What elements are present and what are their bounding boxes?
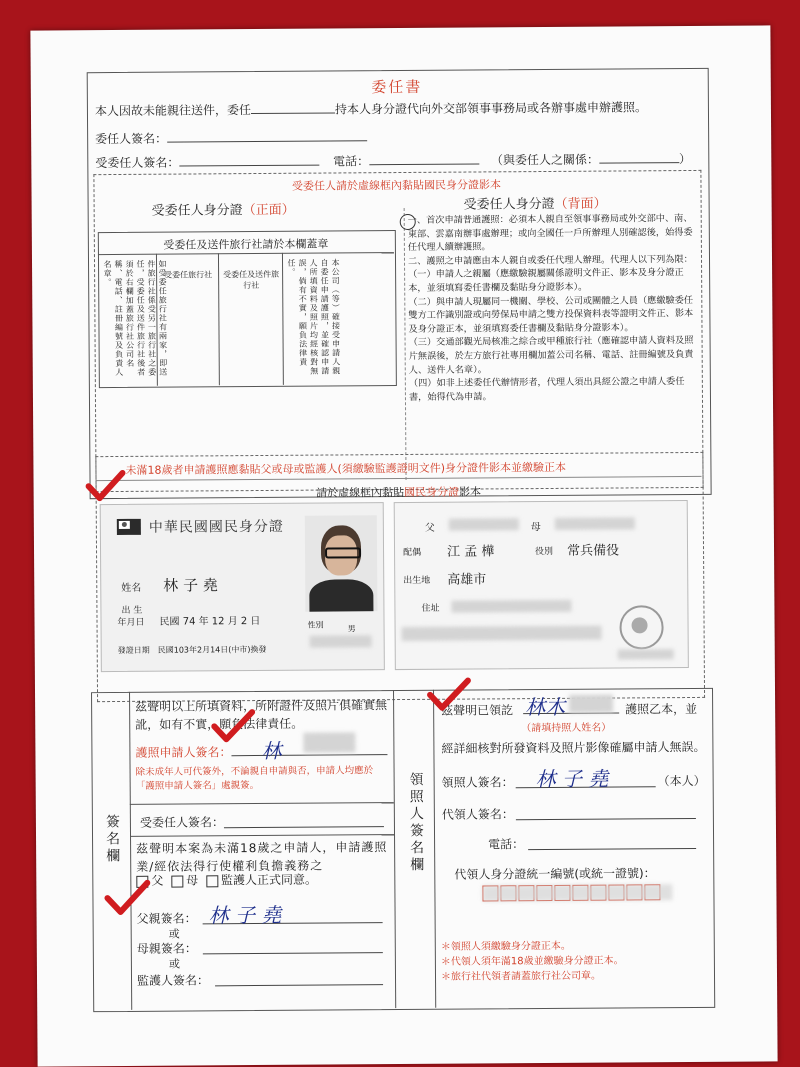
agency-stamp-slot-2[interactable] bbox=[222, 285, 281, 381]
rule-4: （二）與申請人現屬同一機關、學校、公司或團體之人員（應繳驗委任雙方工作識別證或向勞保局申請之雙方投保資料表等證明文件正、影本及身分證正本，並須填寫委任書欄及黏貼身分證影本）。 bbox=[408, 294, 694, 335]
rule-2: 二、護照之申請應由本人親自或委任代理人辦理。代理人以下列為限： bbox=[407, 253, 693, 267]
rule-5: （三）交通部觀光局核准之綜合或甲種旅行社（應確認申請人資料及照片無誤後，於左方旅行社專用欄加蓋公司名稱、電話、註冊編號及負責人、送件人名章）。 bbox=[408, 335, 694, 376]
id-card-front bbox=[100, 502, 385, 672]
mother-sign-label: 母親簽名： bbox=[136, 941, 197, 956]
delegate-name-field[interactable] bbox=[251, 112, 335, 114]
minor-notice: 未滿18歲者申請護照應黏貼父或母或監護人(須繳驗監護證明文件)身分證件影本並繳驗正本 bbox=[125, 460, 567, 477]
front-title: 受委任人身分證（正面） bbox=[151, 202, 295, 219]
father-label: 父 bbox=[424, 522, 435, 534]
redaction bbox=[310, 635, 372, 647]
guardian-options: 父 母 監護人正式同意。 bbox=[136, 871, 317, 889]
receipt-signature: 林木 bbox=[525, 694, 566, 720]
redaction bbox=[451, 600, 571, 613]
agency-note-left: 如受委任旅行社有兩家，即送件旅行社係受另一旅行社之委任，受委任及送件旅行社後者須於右欄加蓋旅行社公司名稱、電話、註冊編號及負責人名章。 bbox=[102, 259, 168, 378]
father-signature: 林 子 堯 bbox=[208, 902, 282, 928]
form-title: 委任書 bbox=[371, 77, 423, 97]
check-mark-icon bbox=[85, 470, 125, 502]
back-title: 受委任人身分證（背面） bbox=[463, 196, 607, 213]
rule-1: 一、首次申請普通護照：必須本人親自至領事事務局或外交部中、南、東部、雲嘉南辦事處辦理；或向全國任一戶所辦理人別確認後，始得委任代理人續辦護照。 bbox=[407, 212, 693, 254]
collector-column-heading: 領照人簽名欄 bbox=[407, 771, 425, 874]
applicant-signature: 林 bbox=[261, 738, 282, 764]
collector-note-1: ＊領照人須繳驗身分證正本。 bbox=[440, 940, 571, 953]
signature-column-heading: 簽名欄 bbox=[103, 813, 121, 866]
delegate-id-instruction: 受委任人請於虛線框內黏貼國民身分證影本 bbox=[291, 178, 502, 193]
collector-note-3: ＊旅行社代領者請蓋旅行社公司章。 bbox=[440, 970, 602, 983]
spouse-label: 配偶 bbox=[403, 547, 422, 559]
sex-value: 男 bbox=[347, 624, 356, 634]
issue-label: 發證日期 bbox=[117, 645, 150, 656]
redaction bbox=[482, 884, 672, 901]
check-mark-icon bbox=[104, 880, 150, 916]
mother-label: 母 bbox=[530, 522, 541, 534]
proxy-phone-label: 電話： bbox=[488, 837, 525, 852]
agency-col2-label: 受委任及送件旅行社 bbox=[223, 269, 280, 291]
check-mark-icon bbox=[211, 709, 255, 743]
receipt-hint: （請填持照人姓名） bbox=[521, 722, 612, 735]
collector-notes bbox=[441, 938, 624, 984]
dob-value: 民國 74 年 12 月 2 日 bbox=[159, 616, 261, 628]
father-sign-label: 父親簽名： bbox=[136, 911, 197, 926]
agency-stamp-slot-1[interactable] bbox=[160, 285, 217, 381]
redaction bbox=[555, 517, 635, 530]
id-card-back bbox=[394, 500, 689, 670]
guardian-declaration: 茲聲明本案為未滿18歲之申請人，申請護照業/經依法得行使權利負擔義務之 bbox=[136, 840, 388, 874]
delegator-sign-field[interactable] bbox=[167, 140, 367, 142]
spouse-value: 江 孟 樺 bbox=[446, 544, 495, 560]
or-label-1: 或 bbox=[168, 927, 180, 941]
id-card-title: 中華民國國民身分證 bbox=[148, 518, 284, 536]
issue-value: 民國103年2月14日(中市)換發 bbox=[157, 644, 267, 655]
rule-6: （四）如非上述委任代辦情形者，代理人須出具經公證之申請人委任書，始得代為申請。 bbox=[408, 376, 685, 403]
glasses-icon bbox=[325, 547, 361, 558]
declaration-text: 茲聲明以上所填資料，所附證件及照片俱確實無訛，如有不實，願負法律責任。 bbox=[135, 698, 388, 732]
emblem-icon bbox=[619, 605, 663, 649]
agency-note-right: 本公司（等）確接受申請人親自委任申請護照，並確認申請人所填資料及照片均經核對無誤，倘有不實，願負法律責任。 bbox=[286, 258, 341, 376]
name-value: 林 子 堯 bbox=[163, 576, 218, 595]
check-mark-icon bbox=[427, 678, 471, 712]
collector-suffix: （本人） bbox=[657, 773, 706, 789]
dob-label-2: 年月日 bbox=[117, 617, 145, 629]
flag-icon bbox=[117, 519, 141, 535]
circle-mark bbox=[400, 214, 416, 230]
rules-list bbox=[408, 212, 695, 404]
collector-signature: 林 子 堯 bbox=[535, 766, 609, 792]
delegator-sign-row: 委任人簽名： bbox=[95, 128, 367, 147]
agency-stamp-title: 受委任及送件旅行社請於本欄蓋章 bbox=[163, 237, 329, 252]
rule-3: （一）申請人之親屬（應繳驗親屬關係證明文件正、影本及身分證正本，並須填寫委任書欄及黏貼身分證影本）。 bbox=[408, 267, 684, 294]
redaction bbox=[303, 732, 355, 752]
redaction bbox=[449, 518, 519, 530]
delegate-sign-row: 受委任人簽名： 電話： （與委任人之關係： ） bbox=[95, 151, 692, 171]
dob-label-1: 出 生 bbox=[121, 605, 143, 616]
sex-label: 性別 bbox=[307, 620, 324, 630]
or-label-2: 或 bbox=[168, 957, 180, 971]
birthplace-value: 高雄市 bbox=[447, 572, 487, 588]
service-value: 常兵備役 bbox=[566, 543, 620, 559]
applicant-sign-label: 護照申請人簽名： bbox=[135, 745, 232, 760]
id-photo bbox=[305, 515, 378, 612]
minor-paste-instruction: 請於虛線框內黏貼國民身分證影本 bbox=[316, 485, 482, 500]
address-label: 住址 bbox=[421, 603, 440, 614]
proxy-sign-label: 代領人簽名： bbox=[441, 807, 514, 822]
redaction bbox=[618, 649, 674, 659]
delegate-sign-field[interactable] bbox=[179, 165, 319, 167]
redaction bbox=[402, 626, 602, 641]
name-label: 姓名 bbox=[121, 582, 142, 594]
service-label: 役別 bbox=[535, 546, 554, 558]
guardian-checkbox[interactable] bbox=[206, 875, 218, 887]
delegation-intro: 本人因故未能親往送件，委任 持本人身分證代向外交部領事事務局或各辦事處申辦護照。 bbox=[94, 100, 648, 119]
receipt-post: 護照乙本，並 bbox=[625, 701, 698, 717]
delegate-sign-label-2: 受委任人簽名： bbox=[139, 815, 224, 830]
birthplace-label: 出生地 bbox=[403, 575, 431, 587]
collector-note-2: ＊代領人須年滿18歲並繳驗身分證正本。 bbox=[440, 955, 624, 968]
receipt-statement: 茲聲明已領訖 bbox=[441, 703, 514, 718]
receipt-line2: 經詳細核對所發資料及照片影像確屬申請人無誤。 bbox=[441, 739, 706, 756]
redaction bbox=[569, 695, 613, 713]
guardian-sign-label: 監護人簽名： bbox=[136, 973, 210, 988]
mother-checkbox[interactable] bbox=[171, 875, 183, 887]
minor-sign-note: 除未成年人可代簽外，不論親自申請與否，申請人均應於「護照申請人簽名」處親簽。 bbox=[135, 765, 374, 792]
relation-field[interactable] bbox=[599, 162, 679, 164]
proxy-id-label: 代領人身分證統一編號(或統一證號)： bbox=[454, 866, 656, 882]
agency-col1-label: 受委任旅行社 bbox=[164, 270, 213, 280]
delegate-phone-field[interactable] bbox=[369, 163, 479, 165]
collector-sign-label: 領照人簽名： bbox=[441, 775, 514, 790]
application-form-paper bbox=[30, 25, 777, 1066]
